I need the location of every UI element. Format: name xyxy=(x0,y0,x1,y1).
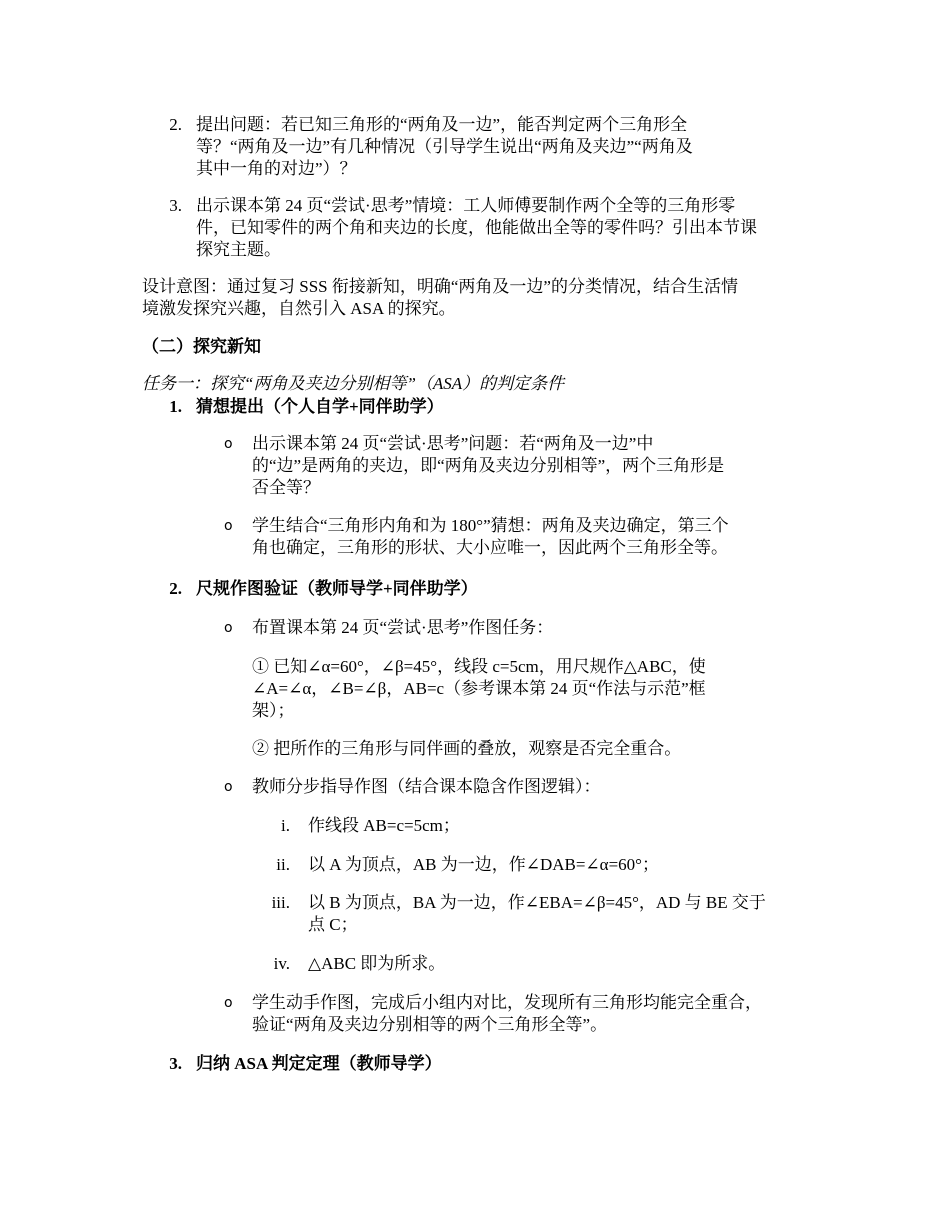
step-2-bullet-2: 教师分步指导作图（结合课本隐含作图逻辑）： xyxy=(252,777,601,796)
sub-step-iv: △ABC 即为所求。 xyxy=(308,954,446,973)
bullet-icon: o xyxy=(224,518,233,534)
design-intent-line-2: 境激发探究兴趣，自然引入 ASA 的探究。 xyxy=(142,299,456,318)
list-number-2a: 2. xyxy=(169,115,182,134)
step-2-bullet-3-line-1: 学生动手作图，完成后小组内对比，发现所有三角形均能完全重合， xyxy=(252,993,762,1012)
sub-step-iii-line-1: 以 B 为顶点，BA 为一边，作∠EBA=∠β=45°，AD 与 BE 交于 xyxy=(308,893,766,912)
step-1-bullet-2-line-1: 学生结合“三角形内角和为 180°”猜想：两角及夹边确定，第三个 xyxy=(252,516,729,535)
bullet-icon: o xyxy=(224,436,233,452)
list-number-3a: 3. xyxy=(169,196,182,215)
step-1-bullet-2-line-2: 角也确定，三角形的形状、大小应唯一，因此两个三角形全等。 xyxy=(252,538,728,557)
task-item-1-line-3: 架）； xyxy=(252,701,295,720)
intro-item-2-line-3: 其中一角的对边”）？ xyxy=(196,159,357,178)
list-number-3b: 3. xyxy=(169,1054,182,1073)
step-1-bullet-1-line-2: 的“边”是两角的夹边，即“两角及夹边分别相等”，两个三角形是 xyxy=(252,456,725,475)
sub-step-i: 作线段 AB=c=5cm； xyxy=(308,816,460,835)
design-intent-line-1: 设计意图：通过复习 SSS 衔接新知，明确“两角及一边”的分类情况，结合生活情 xyxy=(142,277,738,296)
roman-ii: ii. xyxy=(276,855,290,874)
roman-iii: iii. xyxy=(271,893,290,912)
list-number-1: 1. xyxy=(169,397,182,416)
step-1-bullet-1-line-1: 出示课本第 24 页“尝试·思考”问题：若“两角及一边”中 xyxy=(252,434,654,453)
intro-item-3-line-3: 探究主题。 xyxy=(196,240,281,259)
bullet-icon: o xyxy=(224,620,233,636)
step-1-bullet-1-line-3: 否全等？ xyxy=(252,478,320,497)
intro-item-3-line-2: 件，已知零件的两个角和夹边的长度，他能做出全等的零件吗？引出本节课 xyxy=(196,218,757,237)
step-1-title: 猜想提出（个人自学+同伴助学） xyxy=(196,397,444,416)
task-item-1-line-2: ∠A=∠α，∠B=∠β，AB=c（参考课本第 24 页“作法与示范”框 xyxy=(252,679,706,698)
sub-step-iii-line-2: 点 C； xyxy=(308,915,358,934)
step-2-title: 尺规作图验证（教师导学+同伴助学） xyxy=(196,579,478,598)
step-2-bullet-3-line-2: 验证“两角及夹边分别相等的两个三角形全等”。 xyxy=(252,1015,608,1034)
task-one-title: 任务一：探究“两角及夹边分别相等”（ASA）的判定条件 xyxy=(142,374,565,393)
roman-iv: iv. xyxy=(273,954,290,973)
bullet-icon: o xyxy=(224,995,233,1011)
intro-item-2-line-1: 提出问题：若已知三角形的“两角及一边”，能否判定两个三角形全 xyxy=(196,115,688,134)
step-3-title: 归纳 ASA 判定定理（教师导学） xyxy=(196,1054,442,1073)
task-item-2: ② 把所作的三角形与同伴画的叠放，观察是否完全重合。 xyxy=(252,739,682,758)
section-heading: （二）探究新知 xyxy=(142,337,261,356)
task-item-1-line-1: ① 已知∠α=60°，∠β=45°，线段 c=5cm，用尺规作△ABC，使 xyxy=(252,657,706,676)
intro-item-3-line-1: 出示课本第 24 页“尝试·思考”情境：工人师傅要制作两个全等的三角形零 xyxy=(196,196,736,215)
intro-item-2-line-2: 等？“两角及一边”有几种情况（引导学生说出“两角及夹边”“两角及 xyxy=(196,137,693,156)
bullet-icon: o xyxy=(224,779,233,795)
roman-i: i. xyxy=(281,816,290,835)
list-number-2b: 2. xyxy=(169,579,182,598)
sub-step-ii: 以 A 为顶点，AB 为一边，作∠DAB=∠α=60°； xyxy=(308,855,659,874)
step-2-bullet-1: 布置课本第 24 页“尝试·思考”作图任务： xyxy=(252,618,554,637)
